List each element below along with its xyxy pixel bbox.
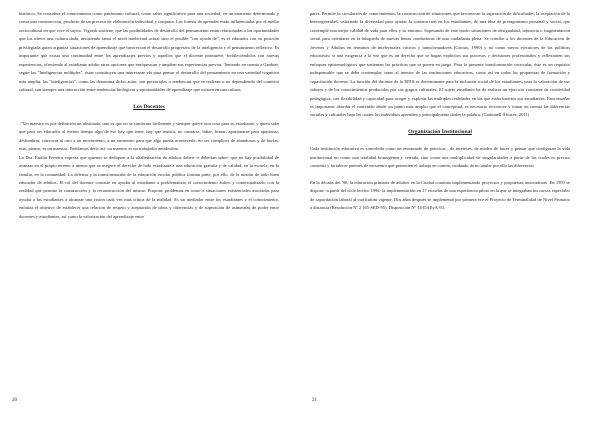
heading-organizacion-institucional: Organización Institucional (408, 129, 472, 136)
right-page (300, 0, 600, 424)
left-paragraph-1: histórico. Se considera el conocimiento como patrimonio cultural, como saber significativo para una sociedad, en un momento determinado y como una construcción, producto de un proceso de elaboración individual y conjunta. Las formas de aprender están influenciadas por el medio sociocultural en que vive el sujeto. Vigotsk sostiene, que las posibilidades de desarrollo del pensamiento están relacionadas a las oportunidades que los ofrece una cultura dada, invirtiendo tanto el nivel intelectual actual sino el posible "con ayuda de", es el educador con su posición privilegiada quien organiza situaciones de aprendizaje que favorezcan el desarrollo progresivo de la inteligencia y el pensamiento reflexivo. Es importante que exista una continuidad entre los aprendizajes previos y aquellos que el docente promueve, fortaleciéndolos con nuevas experiencias, ofreciendo al estudiante adulto otras opciones que enriquezcan y amplíen sus experiencias previas. Teniendo en cuenta a Gardner, según las "Inteligencias múltiples", éstas constituyen una interesante vía para pensar el desarrollo del pensamiento en una variedad cognitiva más amplia; las "inteligencias", como las denomina dicho autor, son potenciales o tendencias que se realizan o no dependiendo del contexto cultural, son siempre una interacción entre tendencias biológicas y oportunidades de aprendizaje que existen en una cultura. (19, 11, 279, 93)
right-paragraph-2: Cada institución educativa es concebida como un entramado de prácticas , de intereses, de modos de hacer y pensar que configuran la vida institucional no como una totalidad homogénea y cerrada, sino como una multiplicidad de singularidades a partir de las cuales es preciso construir y fortalecer puentes de encuentro que potencien el trabajo en común, cuidando de no anular por ello las diferencias (310, 146, 570, 169)
left-paragraph-2: .."Un maestro es por definición un obstinado, uno es que no se conforma fácilmente y siempre quiere otra cosa para su estudiante, y quien sabe que para ser educador al menos tiempo algo de eso hay que tener, hay que insistir, no cansarse, lidiar, firmar, apasionarse para apasionar, deslumbrar, convocar al otro a un movimiento, a un encuentro para que algo pueda acontecerle, no ser cómplices de abandonos y de burlas, esto, pienso, es un maestro. Podríamos decir así: un maestro es un trabajador antidestino. (19, 120, 279, 152)
right-paragraph-1: pares. Permite la circulación de conocimientos, la construcción de situaciones que favorezcan la superación de dificultades, la aceptación de la heterogeneidad, valorando la diversidad para ayudar la construcción en los estudiantes, de una idea de protagonismo personal y social, que contemple una mejor calidad de vida para ellos y su entorno. Sopesando de este modo situaciones de desigualdad, injusticia o fragmentación social para orientarse en la búsqueda de nuevas líneas conductoras de una ciudadanía plena. Se concibe a los docentes de la Educación de Jóvenes y Adultos en términos de intelectuales críticos y transformadores (Giroux, 1990) y no como meros ejecutores de las políticas educativas; si una exigencia a la vez que es un derecho que se hagan explícitos sus procesos y decisiones profesionales y reflexionen sus enfoques epistemológicos que sustentan las prácticas que se ponen en juego. Para la presente transformación curricular, éste es un requisito indispensable que se debe contemplar, tanto al interior de las instituciones educativas, como así en todas las propuestas de formación y capacitación docente. La función del docente de la EPJA es determinante para la inclusión social de los estudiantes, para la valoración de sus saberes y de los conocimientos producidos por sus grupos culturales. El sujeto enseñante ha de realizar un ejercicio constante de creatividad pedagógica, con flexibilidad y capacidad para acoger y explorar las múltiples realidades en las que están insertos sus estudiantes. Para enseñar es importante abordar el contenido desde un punto más amplio que el conceptual, es necesario reconocer y tomar en cuenta las diferencias sociales y culturales bajo las cuales los individuos aprenden y principalmente darles la palabra. (Carbonell Álvarez, 2011) (310, 11, 570, 118)
right-page-number: 21 (312, 398, 317, 403)
heading-los-docentes: Los Docentes (133, 103, 165, 110)
left-text-column (19, 10, 279, 221)
right-paragraph-3: En la década del '90, la educación primaria de adultos en la Ciudad continúa implementando proyectos y propuestas innovadoras. En 1993 se dispone -a partir del ciclo lectivo 1994- la implementación en 17 escuelas de una experiencia piloto en la que se integraban los cursos especiales de capacitación laboral al currículum vigente. Dos años después se implementó por primera vez el Proyecto de Terminalidad de Nivel Primario a distancia (Resolución Nº 2 165-SED-95). Disposición Nº 14-DAEyA-93. (310, 180, 570, 211)
right-text-column (310, 10, 570, 213)
left-page-number: 20 (12, 398, 17, 403)
left-paragraph-3: La Dra. Emilia Ferreiro expresa que quienes se dediquen a la alfabetización de adultos deben -o deberían saber- que no hay posibilidad de avanzar en el propio terreno a menos que se asegure el derecho de todo estudiante a una educación gratuita y de calidad, en la escuela, en la familia, en la comunidad. La defensa y la transformación de la educación escolar pública forman parte, por ello, de la misión de todo buen educador de adultos. El rol del docente consiste en ayudar al estudiante a problematizar el conocimiento áulico y contextualizarlo con la realidad que permite la construcción y la reconstrucción del mismo. Propone problemas en torno a situaciones existenciales asociadas para ayudar a los estudiantes a alcanzar una visión cada vez más crítica de la realidad. Es un mediador entre los estudiantes y el conocimiento, enfatiza el objetivo de establecer una relación de respeto y aceptación de ideas y diferencias y de superación de asimetrías de poder entre docentes y estudiantes, así como la valorización del aprendizaje entre (19, 154, 279, 219)
